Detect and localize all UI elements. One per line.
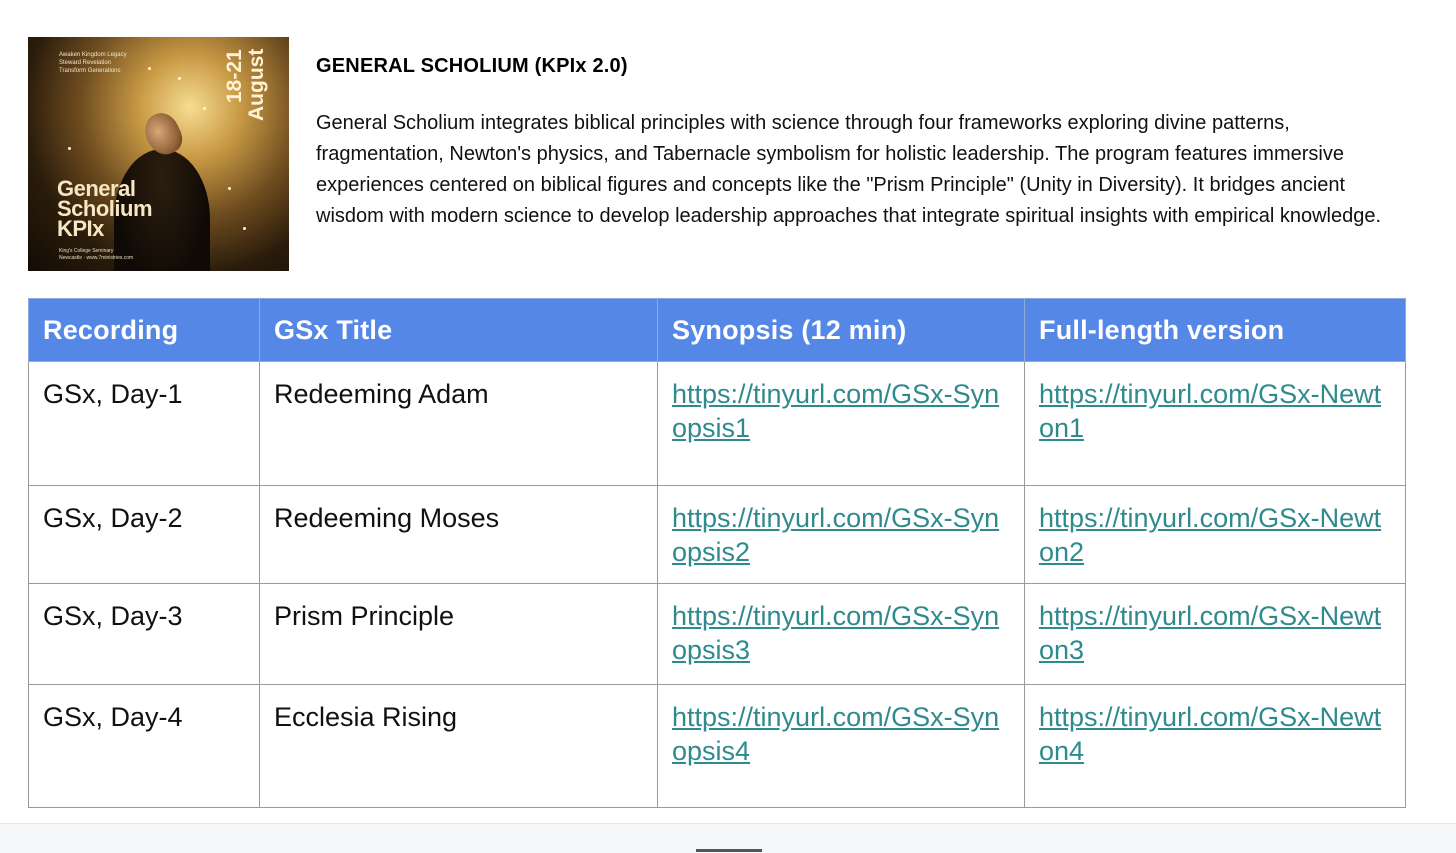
column-header-recording: Recording <box>29 299 260 362</box>
title-cell: Redeeming Moses <box>260 486 658 584</box>
column-header-full-length: Full-length version <box>1025 299 1406 362</box>
synopsis-cell <box>658 362 1025 486</box>
poster-title-line: General <box>57 176 136 201</box>
poster-tagline <box>59 51 127 75</box>
title-cell: Prism Principle <box>260 584 658 685</box>
full-length-cell <box>1025 486 1406 584</box>
sparkle-icon <box>228 187 231 190</box>
poster-date-days: 18-21 <box>223 49 246 103</box>
title-cell: Ecclesia Rising <box>260 685 658 808</box>
full-length-link[interactable]: https://tinyurl.com/GSx-Newton1 <box>1039 379 1382 443</box>
table-row <box>29 685 1406 808</box>
poster-footer <box>59 248 133 262</box>
poster-footer-line: Newcastle · www.7ministries.com <box>59 255 134 261</box>
synopsis-cell <box>658 584 1025 685</box>
sparkle-icon <box>148 67 151 70</box>
sparkle-icon <box>243 227 246 230</box>
poster-date-month: August <box>245 49 268 122</box>
poster-tagline-line: Steward Revelation <box>59 60 112 66</box>
recording-cell: GSx, Day-3 <box>29 584 260 685</box>
full-length-link[interactable]: https://tinyurl.com/GSx-Newton4 <box>1039 702 1382 766</box>
synopsis-link[interactable]: https://tinyurl.com/GSx-Synopsis1 <box>672 379 1000 443</box>
table-row <box>29 362 1406 486</box>
full-length-cell <box>1025 685 1406 808</box>
table-header-row <box>29 299 1406 362</box>
full-length-cell <box>1025 362 1406 486</box>
program-title: GENERAL SCHOLIUM (KPIx 2.0) <box>316 55 628 77</box>
full-length-link[interactable]: https://tinyurl.com/GSx-Newton3 <box>1039 601 1382 665</box>
event-poster-image <box>28 37 289 271</box>
recording-cell: GSx, Day-1 <box>29 362 260 486</box>
full-length-cell <box>1025 584 1406 685</box>
poster-tagline-line: Awaken Kingdom Legacy <box>59 52 127 58</box>
title-cell: Redeeming Adam <box>260 362 658 486</box>
poster-date <box>224 49 268 149</box>
sessions-table <box>28 298 1406 808</box>
recording-cell: GSx, Day-4 <box>29 685 260 808</box>
synopsis-link[interactable]: https://tinyurl.com/GSx-Synopsis2 <box>672 503 1000 567</box>
sparkle-icon <box>68 147 71 150</box>
poster-title-line: Scholium <box>57 196 153 221</box>
recording-cell: GSx, Day-2 <box>29 486 260 584</box>
column-header-title: GSx Title <box>260 299 658 362</box>
synopsis-cell <box>658 685 1025 808</box>
poster-title-line: KPIx <box>57 216 104 241</box>
poster-title <box>57 176 153 241</box>
sparkle-icon <box>178 77 181 80</box>
synopsis-link[interactable]: https://tinyurl.com/GSx-Synopsis4 <box>672 702 1000 766</box>
poster-tagline-line: Transform Generations <box>59 68 121 74</box>
sparkle-icon <box>203 107 206 110</box>
full-length-link[interactable]: https://tinyurl.com/GSx-Newton2 <box>1039 503 1382 567</box>
table-row <box>29 486 1406 584</box>
synopsis-link[interactable]: https://tinyurl.com/GSx-Synopsis3 <box>672 601 1000 665</box>
synopsis-cell <box>658 486 1025 584</box>
poster-footer-line: King's College Seminary <box>59 248 114 254</box>
table-row <box>29 584 1406 685</box>
column-header-synopsis: Synopsis (12 min) <box>658 299 1025 362</box>
program-description: General Scholium integrates biblical principles with science through four frameworks exploring divine patterns, fragmentation, Newton's physics, and Tabernacle symbolism for holistic leadership. The program features immersive experiences centered on biblical figures and concepts like the "Prism Principle" (Unity in Diversity). It bridges ancient wisdom with modern science to develop leadership approaches that integrate spiritual insights with empirical knowledge. <box>316 112 1382 227</box>
